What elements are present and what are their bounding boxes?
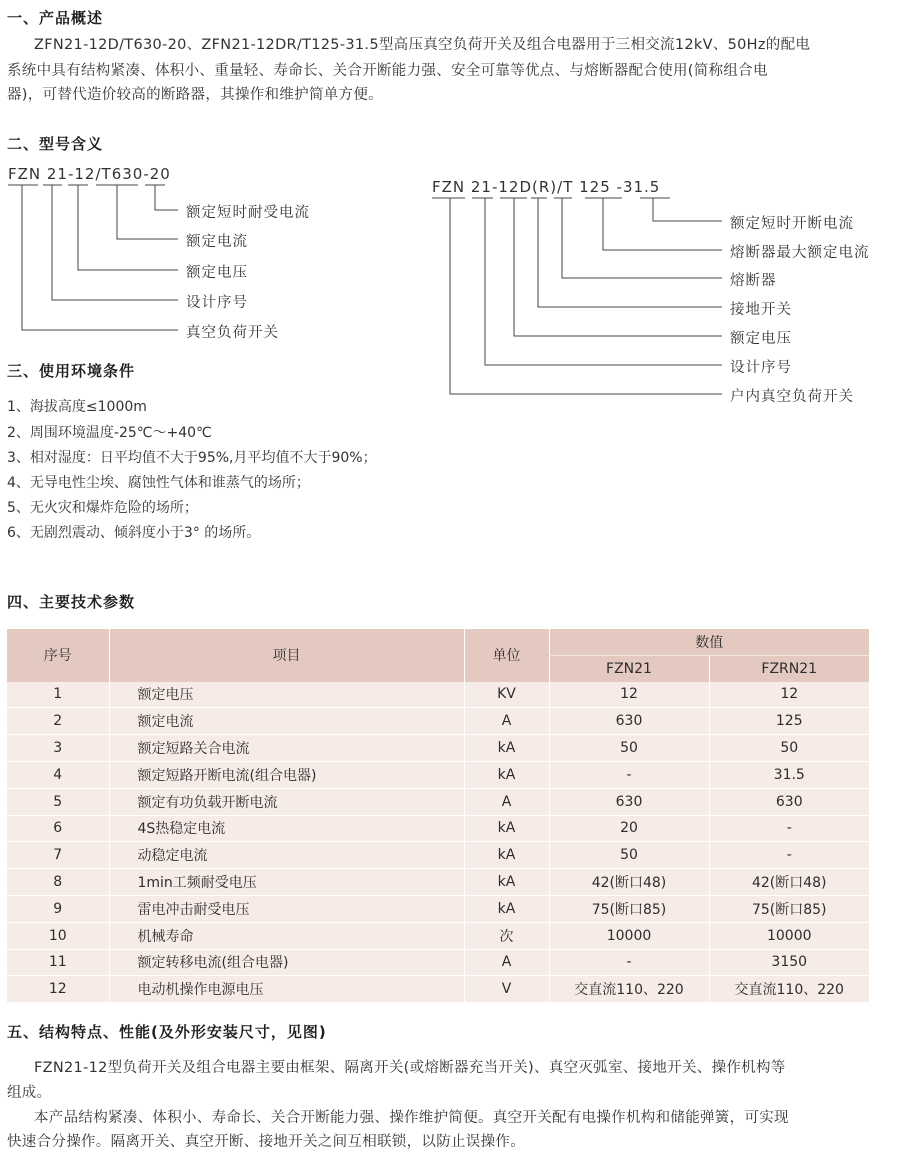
cell-no: 5: [7, 788, 109, 815]
cell-item: 额定转移电流(组合电器): [109, 949, 464, 976]
cell-fzrn21: -: [709, 815, 869, 842]
cell-no: 12: [7, 976, 109, 1003]
section1-line-2: 系统中具有结构紧凑、体积小、重量轻、寿命长、关合开断能力强、安全可靠等优点、与熔断器配合使用(简称组合电: [7, 63, 768, 79]
cell-unit: kA: [464, 815, 549, 842]
cell-fzn21: 12: [549, 682, 709, 708]
cell-no: 4: [7, 761, 109, 788]
cell-unit: kA: [464, 842, 549, 869]
cell-unit: V: [464, 976, 549, 1003]
cell-unit: kA: [464, 735, 549, 762]
section5-para2-line-1: 本产品结构紧凑、体积小、寿命长、关合开断能力强、操作维护简便。真空开关配有电操作机构和储能弹簧，可实现: [34, 1110, 789, 1126]
table-row: [7, 976, 869, 1003]
header-col-fzrn21: FZRN21: [709, 655, 869, 681]
cell-no: 10: [7, 922, 109, 949]
model1-code: FZN 21-12/T630-20: [8, 165, 171, 183]
cell-fzrn21: 50: [709, 735, 869, 762]
cell-item: 额定电流: [109, 708, 464, 735]
model1-label-4: 设计序号: [186, 295, 248, 311]
section1-line-3: 器)，可替代造价较高的断路器，其操作和维护简单方便。: [7, 87, 383, 103]
model1-label-2: 额定电流: [186, 234, 248, 250]
section3-heading: 三、使用环境条件: [7, 362, 136, 380]
cell-fzn21: 42(断口48): [549, 869, 709, 896]
cell-no: 7: [7, 842, 109, 869]
env-item-2: 2、周围环境温度-25℃～+40℃: [7, 425, 212, 441]
env-item-1: 1、海拔高度≤1000m: [7, 399, 147, 415]
table-row: [7, 708, 869, 735]
model2-label-3: 熔断器: [730, 273, 777, 289]
cell-fzrn21: 125: [709, 708, 869, 735]
model2-label-1: 额定短时开断电流: [730, 216, 854, 232]
model2-label-5: 额定电压: [730, 331, 792, 347]
cell-fzrn21: 交直流110、220: [709, 976, 869, 1003]
cell-item: 额定短路开断电流(组合电器): [109, 761, 464, 788]
section4-heading: 四、主要技术参数: [7, 593, 136, 611]
cell-fzn21: 50: [549, 842, 709, 869]
cell-unit: A: [464, 949, 549, 976]
table-row: [7, 869, 869, 896]
cell-fzn21: 630: [549, 708, 709, 735]
model1-label-3: 额定电压: [186, 265, 248, 281]
cell-item: 1min工频耐受电压: [109, 869, 464, 896]
table-row: [7, 761, 869, 788]
cell-item: 额定短路关合电流: [109, 735, 464, 762]
cell-fzn21: -: [549, 949, 709, 976]
cell-item: 额定电压: [109, 682, 464, 708]
model2-connector-lines: [0, 0, 900, 410]
table-row: [7, 735, 869, 762]
table-row: [7, 682, 869, 708]
model2-label-2: 熔断器最大额定电流: [730, 245, 870, 261]
cell-no: 3: [7, 735, 109, 762]
cell-unit: kA: [464, 869, 549, 896]
cell-item: 雷电冲击耐受电压: [109, 895, 464, 922]
cell-fzrn21: 3150: [709, 949, 869, 976]
cell-fzrn21: 31.5: [709, 761, 869, 788]
cell-item: 电动机操作电源电压: [109, 976, 464, 1003]
table-row: [7, 922, 869, 949]
model2-code: FZN 21-12D(R)/T 125 -31.5: [432, 178, 661, 196]
env-item-5: 5、无火灾和爆炸危险的场所；: [7, 500, 198, 516]
table-row: [7, 842, 869, 869]
cell-item: 4S热稳定电流: [109, 815, 464, 842]
cell-unit: KV: [464, 682, 549, 708]
model1-label-1: 额定短时耐受电流: [186, 205, 310, 221]
table-row: [7, 895, 869, 922]
model2-label-7: 户内真空负荷开关: [730, 389, 854, 405]
section2-heading: 二、型号含义: [7, 135, 104, 153]
section5-para2-line-2: 快速合分操作。隔离开关、真空开断、接地开关之间互相联锁，以防止误操作。: [7, 1134, 525, 1150]
table-row: [7, 815, 869, 842]
cell-fzrn21: -: [709, 842, 869, 869]
cell-no: 9: [7, 895, 109, 922]
cell-fzn21: 50: [549, 735, 709, 762]
cell-fzn21: -: [549, 761, 709, 788]
model2-label-6: 设计序号: [730, 360, 792, 376]
table-row: [7, 788, 869, 815]
header-unit: 单位: [464, 629, 549, 682]
model2-label-4: 接地开关: [730, 302, 792, 318]
section1-heading: 一、产品概述: [7, 9, 104, 27]
cell-fzn21: 630: [549, 788, 709, 815]
cell-unit: A: [464, 708, 549, 735]
cell-fzn21: 10000: [549, 922, 709, 949]
cell-fzn21: 20: [549, 815, 709, 842]
cell-fzrn21: 12: [709, 682, 869, 708]
cell-fzrn21: 75(断口85): [709, 895, 869, 922]
env-item-6: 6、无剧烈震动、倾斜度小于3° 的场所。: [7, 525, 261, 541]
cell-item: 机械寿命: [109, 922, 464, 949]
header-no: 序号: [7, 629, 109, 682]
cell-unit: A: [464, 788, 549, 815]
table-header-row: [7, 629, 869, 655]
cell-no: 8: [7, 869, 109, 896]
table-row: [7, 949, 869, 976]
header-item: 项目: [109, 629, 464, 682]
env-item-3: 3、相对湿度：日平均值不大于95%,月平均值不大于90%；: [7, 450, 377, 466]
cell-item: 动稳定电流: [109, 842, 464, 869]
section5-para1-line-2: 组成。: [7, 1085, 52, 1101]
env-item-4: 4、无导电性尘埃、腐蚀性气体和谁蒸气的场所；: [7, 475, 310, 491]
model1-label-5: 真空负荷开关: [186, 325, 279, 341]
section1-line-1: ZFN21-12D/T630-20、ZFN21-12DR/T125-31.5型高压真空负荷开关及组合电器用于三相交流12kV、50Hz的配电: [34, 37, 811, 53]
header-col-fzn21: FZN21: [549, 655, 709, 681]
cell-fzrn21: 630: [709, 788, 869, 815]
cell-no: 2: [7, 708, 109, 735]
cell-fzrn21: 10000: [709, 922, 869, 949]
cell-no: 6: [7, 815, 109, 842]
cell-no: 1: [7, 682, 109, 708]
cell-unit: kA: [464, 895, 549, 922]
cell-fzn21: 75(断口85): [549, 895, 709, 922]
cell-fzrn21: 42(断口48): [709, 869, 869, 896]
cell-no: 11: [7, 949, 109, 976]
tech-params-table: [7, 629, 869, 1003]
section5-para1-line-1: FZN21-12型负荷开关及组合电器主要由框架、隔离开关(或熔断器充当开关)、真空灭弧室、接地开关、操作机构等: [34, 1060, 786, 1076]
cell-item: 额定有功负载开断电流: [109, 788, 464, 815]
header-values: 数值: [549, 629, 869, 655]
cell-unit: 次: [464, 922, 549, 949]
section5-heading: 五、结构特点、性能(及外形安装尺寸，见图): [7, 1023, 327, 1041]
cell-fzn21: 交直流110、220: [549, 976, 709, 1003]
cell-unit: kA: [464, 761, 549, 788]
